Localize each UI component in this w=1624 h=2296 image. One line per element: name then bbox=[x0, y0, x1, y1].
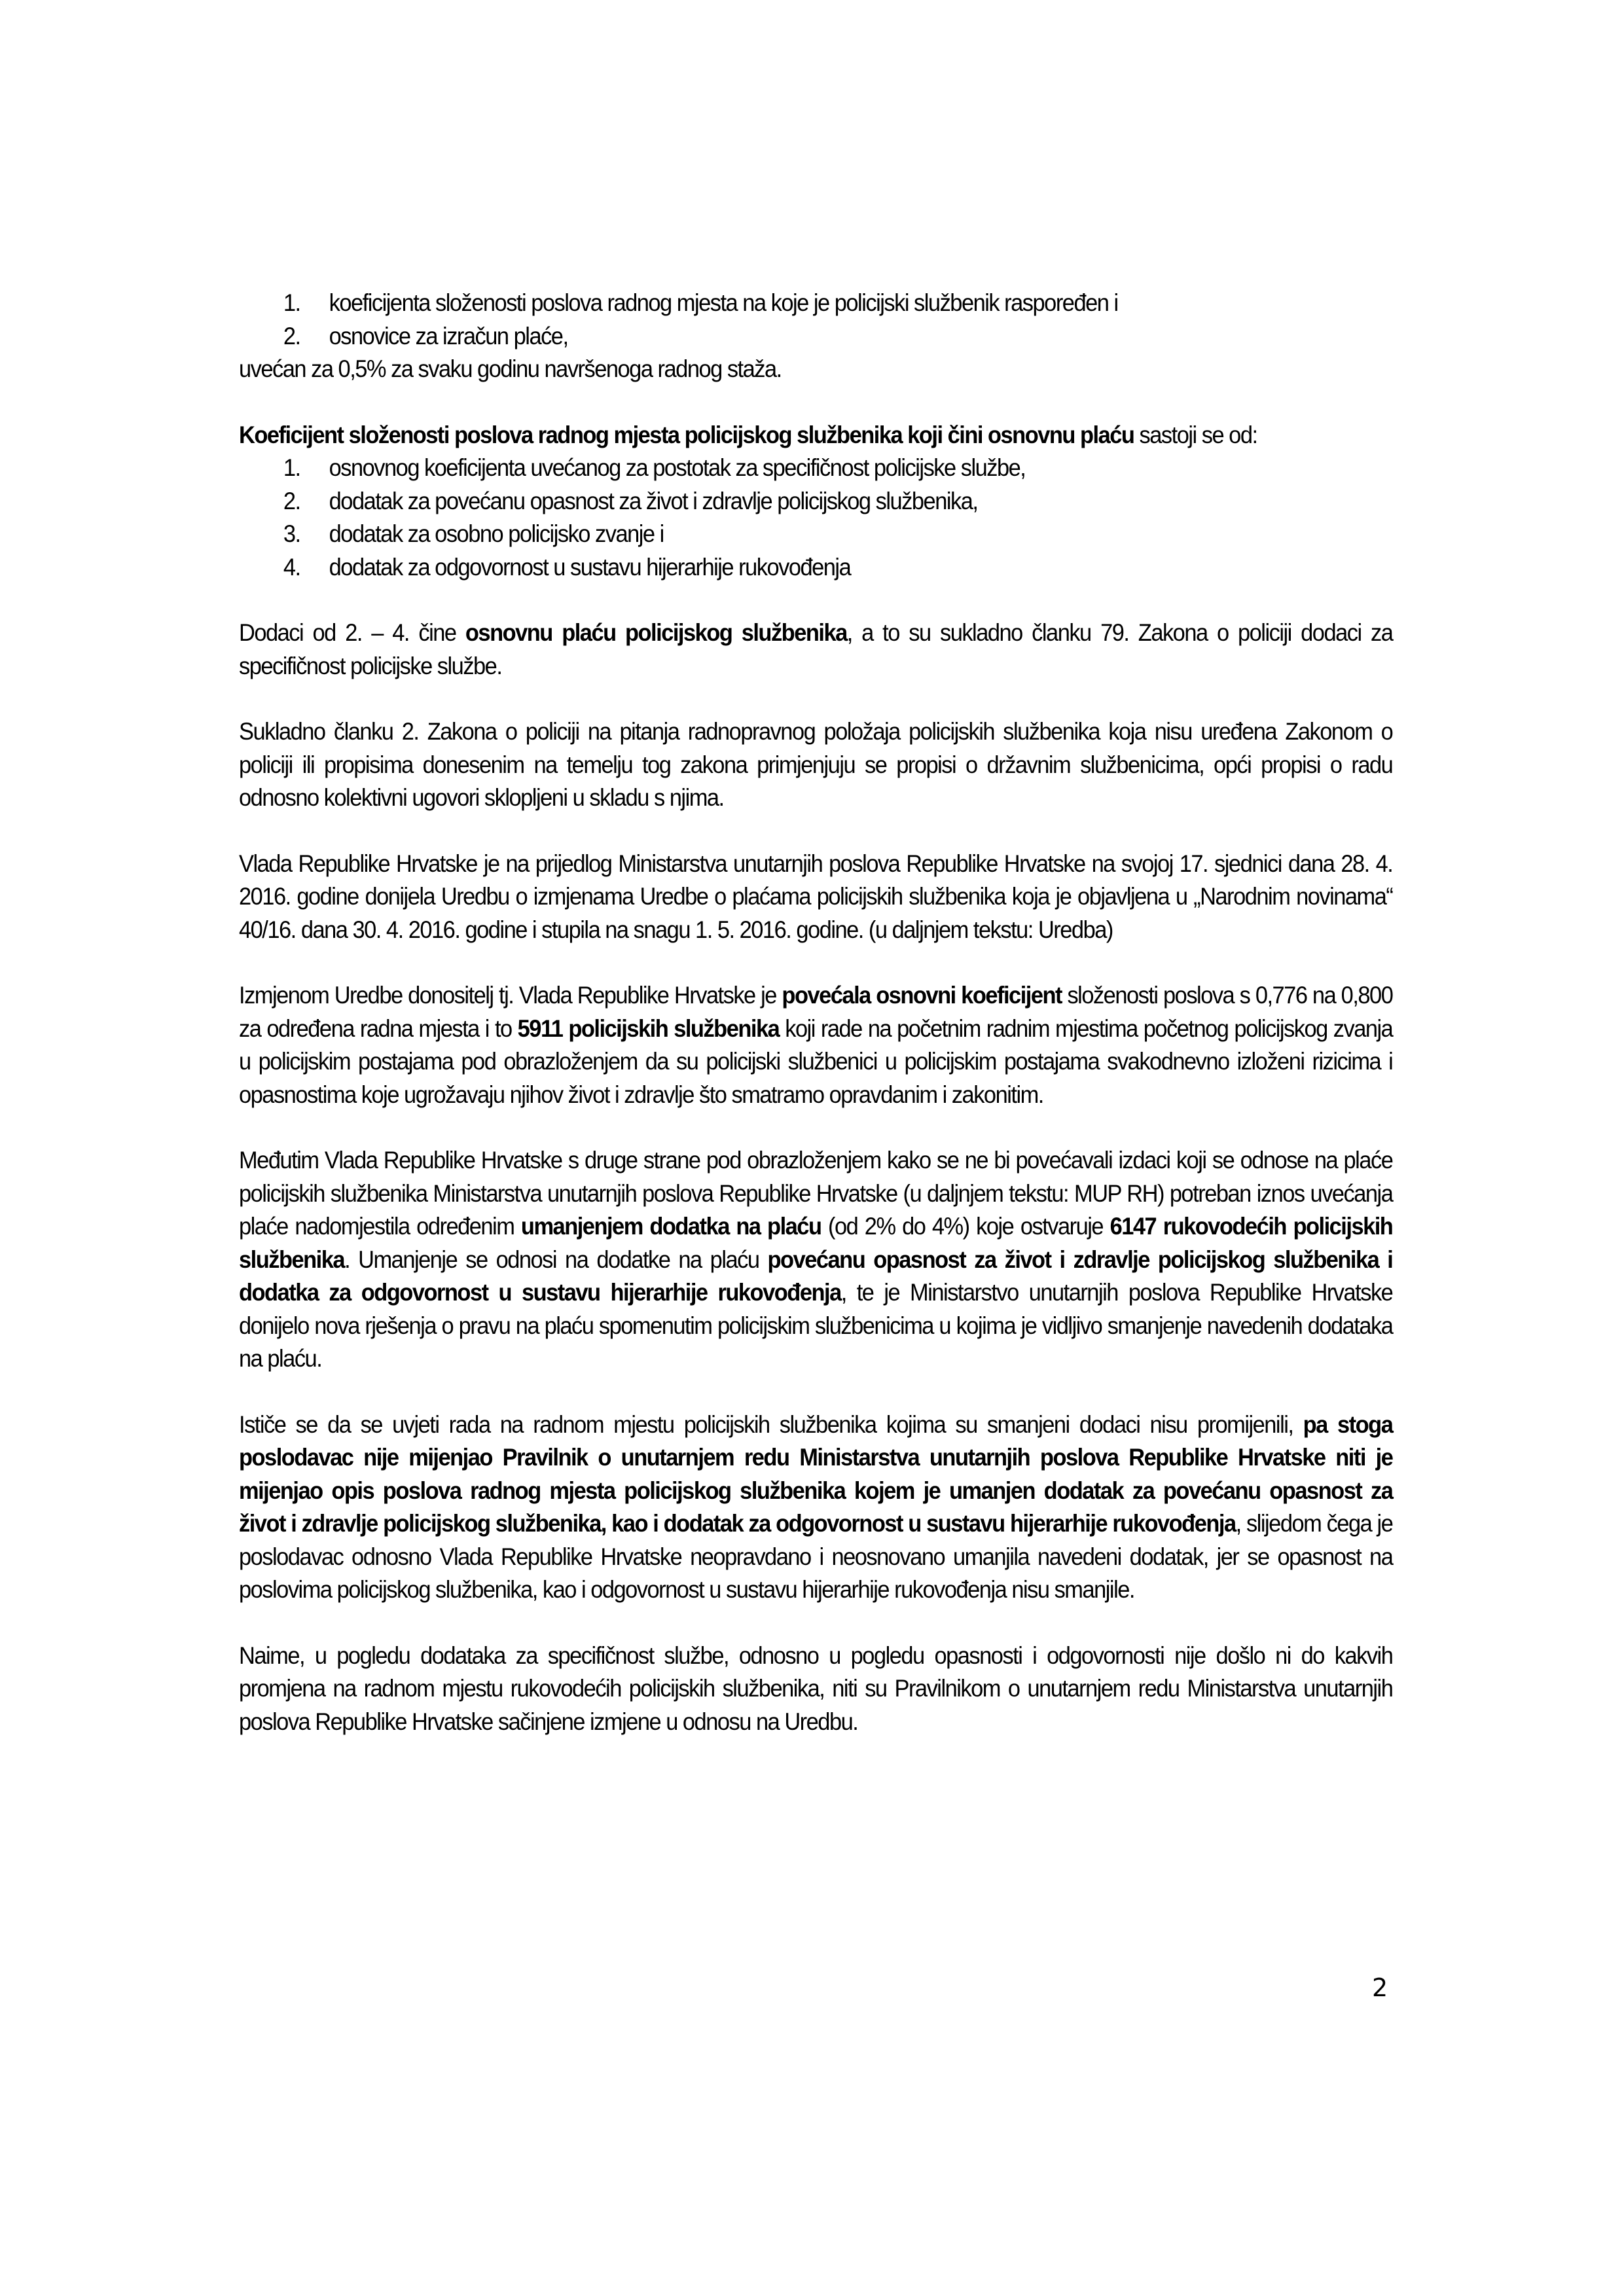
bold-phrase: povećanu opasnost za život i zdravlje policijskog službenika i dodatka za odgovornost u sustavu hijerarhije rukovođenja bbox=[239, 1246, 1393, 1306]
bold-phrase: 5911 policijskih službenika bbox=[517, 1014, 780, 1042]
intro-tail: uvećan za 0,5% za svaku godinu navršenoga radnog staža. bbox=[239, 355, 782, 382]
paragraph-supplements: Dodaci od 2. – 4. čine osnovnu plaću policijskog službenika, a to su sukladno članku 79. Zakona o policiji dodaci za specifičnost policijske službe. bbox=[239, 619, 1393, 679]
bold-phrase: Koeficijent složenosti poslova radnog mjesta policijskog službenika koji čini osnovnu plaću bbox=[239, 421, 1134, 448]
list-text: dodatak za osobno policijsko zvanje i bbox=[329, 520, 664, 547]
paragraph-coefficient: Koeficijent složenosti poslova radnog mjesta policijskog službenika koji čini osnovnu plaću sastoji se od: bbox=[239, 421, 1257, 448]
list-number: 2. bbox=[283, 487, 300, 514]
bold-phrase: pa stoga poslodavac nije mijenjao Pravilnik o unutarnjem redu Ministarstva unutarnjih poslova Republike Hrvatske niti je mijenjao opis poslova radnog mjesta policijskog službenika kojem je umanjen dodatak za povećanu opasnost za život i zdravlje policijskog službenika, kao i dodatak za odgovornost u sustavu hijerarhije rukovođenja bbox=[239, 1410, 1393, 1537]
paragraph-reduction: Međutim Vlada Republike Hrvatske s druge strane pod obrazloženjem kako se ne bi povećavali izdaci koji se odnose na plaće policijskih službenika Ministarstva unutarnjih poslova Republike Hrvatske (u daljnjem tekstu: MUP RH) potreban iznos uvećanja plaće nadomjestila određenim umanjenjem dodatka na plaću (od 2% do 4%) koje ostvaruje 6147 rukovodećih policijskih službenika. Umanjenje se odnosi na dodatke na plaću povećanu opasnost za život i zdravlje policijskog službenika i dodatka za odgovornost u sustavu hijerarhije rukovođenja, te je Ministarstvo unutarnjih poslova Republike Hrvatske donijelo nova rješenja o pravu na plaću spomenutim policijskim službenicima u kojima je vidljivo smanjenje navedenih dodataka na plaću. bbox=[239, 1147, 1393, 1372]
page-number: 2 bbox=[1372, 1973, 1388, 2002]
paragraph-conditions-unchanged: Ističe se da se uvjeti rada na radnom mjestu policijskih službenika kojima su smanjeni dodaci nisu promijenili, pa stoga poslodavac nije mijenjao Pravilnik o unutarnjem redu Ministarstva unutarnjih poslova Republike Hrvatske niti je mijenjao opis poslova radnog mjesta policijskog službenika kojem je umanjen dodatak za povećanu opasnost za život i zdravlje policijskog službenika, kao i dodatak za odgovornost u sustavu hijerarhije rukovođenja, slijedom čega je poslodavac odnosno Vlada Republike Hrvatske neopravdano i neosnovano umanjila navedeni dodatak, jer se opasnost na poslovima policijskog službenika, kao i odgovornost u sustavu hijerarhije rukovođenja nisu smanjile. bbox=[239, 1410, 1393, 1603]
list-number: 3. bbox=[283, 520, 300, 547]
list-item bbox=[239, 287, 1392, 320]
bold-phrase: povećala osnovni koeficijent bbox=[782, 982, 1062, 1009]
bold-phrase: osnovnu plaću policijskog službenika bbox=[465, 619, 847, 646]
list-item bbox=[239, 518, 1392, 551]
paragraph-government-decree: Vlada Republike Hrvatske je na prijedlog Ministarstva unutarnjih poslova Republike Hrvatske na svojoj 17. sjednici dana 28. 4. 2016. godine donijela Uredbu o izmjenama Uredbe o plaćama policijskih službenika koja je objavljena u „Narodnim novinama“ 40/16. dana 30. 4. 2016. godine i stupila na snagu 1. 5. 2016. godine. (u daljnjem tekstu: Uredba) bbox=[239, 850, 1393, 943]
list-number: 4. bbox=[283, 553, 300, 581]
list-text: dodatak za odgovornost u sustavu hijerarhije rukovođenja bbox=[329, 553, 851, 581]
document-body bbox=[239, 287, 1392, 1738]
list-text: dodatak za povećanu opasnost za život i zdravlje policijskog službenika, bbox=[329, 487, 978, 514]
salary-formula-list bbox=[239, 287, 1392, 353]
list-text: osnovice za izračun plaće, bbox=[329, 322, 568, 350]
list-text: osnovnog koeficijenta uvećanog za postotak za specifičnost policijske službe, bbox=[329, 454, 1026, 481]
list-item bbox=[239, 452, 1392, 485]
list-number: 2. bbox=[283, 322, 300, 350]
paragraph-article-2: Sukladno članku 2. Zakona o policiji na pitanja radnopravnog položaja policijskih službenika koja nisu uređena Zakonom o policiji ili propisima donesenim na temelju tog zakona primjenjuju se propisi o državnim službenicima, opći propisi o radu odnosno kolektivni ugovori sklopljeni u skladu s njima. bbox=[239, 718, 1393, 811]
paragraph-conclusion: Naime, u pogledu dodataka za specifičnost službe, odnosno u pogledu opasnosti i odgovornosti nije došlo ni do kakvih promjena na radnom mjestu rukovodećih policijskih službenika, niti su Pravilnikom o unutarnjem redu Ministarstva unutarnjih poslova Republike Hrvatske sačinjene izmjene u odnosu na Uredbu. bbox=[239, 1641, 1393, 1735]
list-item bbox=[239, 485, 1392, 518]
list-text: koeficijenta složenosti poslova radnog mjesta na koje je policijski službenik raspoređen i bbox=[329, 289, 1118, 316]
paragraph-amendment: Izmjenom Uredbe donositelj tj. Vlada Republike Hrvatske je povećala osnovni koeficijent složenosti poslova s 0,776 na 0,800 za određena radna mjesta i to 5911 policijskih službenika koji rade na početnim radnim mjestima početnog policijskog zvanja u policijskim postajama pod obrazloženjem da su policijski službenici u policijskim postajama svakodnevno izloženi rizicima i opasnostima koje ugrožavaju njihov život i zdravlje što smatramo opravdanim i zakonitim. bbox=[239, 982, 1393, 1108]
list-number: 1. bbox=[283, 289, 300, 316]
components-list bbox=[239, 452, 1392, 584]
list-item bbox=[239, 320, 1392, 353]
list-number: 1. bbox=[283, 454, 300, 481]
document-page bbox=[239, 287, 1392, 1738]
bold-phrase: umanjenjem dodatka na plaću bbox=[520, 1213, 821, 1240]
list-item bbox=[239, 551, 1392, 584]
bold-phrase: 6147 rukovodećih policijskih službenika bbox=[239, 1213, 1393, 1273]
